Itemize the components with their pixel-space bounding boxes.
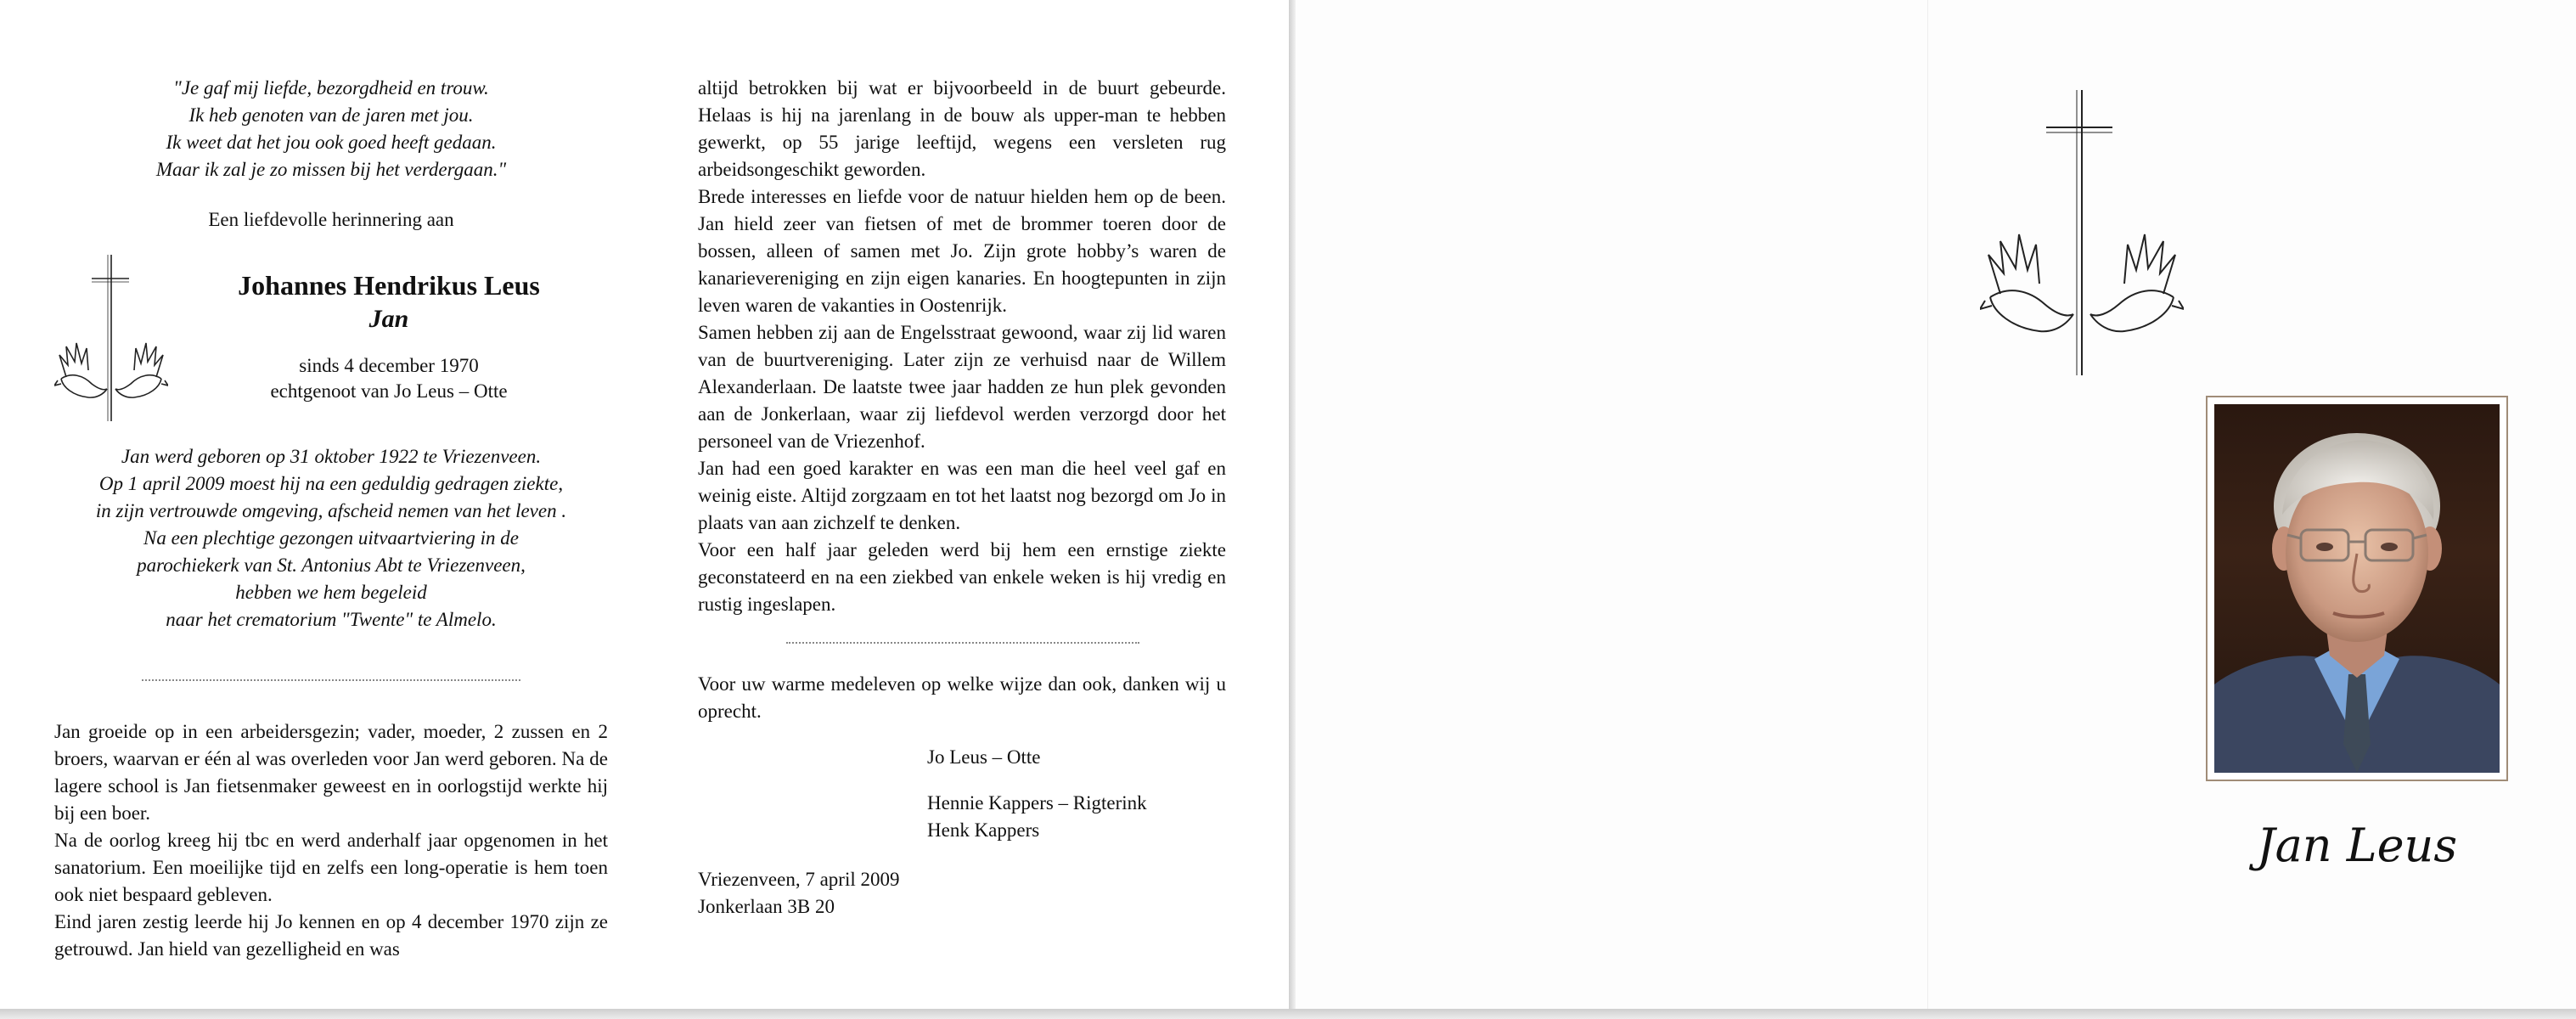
story-paragraph: Eind jaren zestig leerde hij Jo kennen en op 4 december 1970 zijn ze getrouwd. Jan hield van gezelligheid en was — [54, 911, 608, 960]
marriage-date: sinds 4 december 1970 — [299, 355, 479, 376]
portrait-illustration — [2214, 404, 2500, 773]
thanks-text: Voor uw warme medeleven op welke wijze dan ook, danken wij u oprecht. — [698, 673, 1226, 722]
bio-line: Jan werd geboren op 31 oktober 1922 te Vriezenveen. — [121, 446, 542, 467]
poem — [54, 75, 608, 183]
story-paragraph: altijd betrokken bij wat er bijvoorbeeld in de buurt gebeurde. Helaas is hij na jarenlang in de bouw als upper-man te hebben gewerkt, op 55 jarige leeftijd, wegens een versleten rug arbeidsongeschikt geworden. — [698, 77, 1226, 180]
bio-summary — [54, 443, 608, 633]
call-name: Jan — [368, 305, 409, 333]
poem-line: "Je gaf mij liefde, bezorgdheid en trouw. — [173, 77, 489, 99]
poem-line: Ik weet dat het jou ook goed heeft gedaan. — [166, 132, 497, 153]
signer: Hennie Kappers – Rigterink — [927, 792, 1147, 814]
story-paragraph: Voor een half jaar geleden werd bij hem een ernstige ziekte geconstateerd en na een ziekbed van enkele weken is hij vredig en rustig ingeslapen. — [698, 539, 1226, 615]
cross-doves-icon — [1980, 88, 2184, 377]
bio-line: naar het crematorium "Twente" te Almelo. — [166, 609, 497, 630]
name-block — [54, 246, 608, 425]
place-and-address — [698, 866, 1226, 920]
signer: Jo Leus – Otte — [927, 746, 1041, 768]
story-paragraph: Na de oorlog kreeg hij tbc en werd anderhalf jaar opgenomen in het sanatorium. Een moeilijke tijd en zelfs een long-operatie is hem toen ook niet bespaard gebleven. — [54, 830, 608, 905]
poem-line: Ik heb genoten van de jaren met jou. — [188, 104, 474, 126]
middle-column — [698, 75, 1226, 920]
place-date: Vriezenveen, 7 april 2009 — [698, 869, 900, 890]
dotted-divider — [786, 642, 1139, 644]
bio-line: Op 1 april 2009 moest hij na een geduldig gedragen ziekte, — [98, 473, 564, 494]
life-story-part1 — [54, 718, 608, 963]
poem-line: Maar ik zal je zo missen bij het verdergaan." — [155, 159, 507, 180]
bio-line: in zijn vertrouwde omgeving, afscheid nemen van het leven . — [95, 500, 567, 521]
life-story-part2 — [698, 75, 1226, 618]
full-name: Johannes Hendrikus Leus — [238, 270, 540, 301]
sheet-gap — [1289, 0, 1296, 1019]
portrait-frame — [2206, 396, 2508, 781]
portrait-caption: Jan Leus — [2256, 819, 2458, 872]
cover-fold-line — [1927, 0, 1928, 1009]
cross-doves-icon — [54, 253, 168, 423]
dotted-divider — [142, 679, 520, 681]
signer: Henk Kappers — [927, 819, 1040, 841]
story-paragraph: Samen hebben zij aan de Engelsstraat gewoond, waar zij lid waren van de buurtvereniging. Later zijn ze verhuisd naar de Willem Alexanderlaan. De laatste twee jaar hadden ze hun plek gevonden aan de Jonkerlaan, waar zij liefdevol werden verzorgd door het personeel van de Vriezenhof. — [698, 322, 1226, 452]
page-shadow — [0, 1009, 2576, 1019]
spouse-line: echtgenoot van Jo Leus – Otte — [270, 380, 508, 402]
memory-intro: Een liefdevolle herinnering aan — [208, 209, 454, 230]
bio-line: hebben we hem begeleid — [235, 582, 427, 603]
left-column — [54, 75, 608, 963]
story-paragraph: Jan groeide op in een arbeidersgezin; vader, moeder, 2 zussen en 2 broers, waarvan er één al was overleden voor Jan werd geboren. Na de lagere school is Jan fietsenmaker geweest en in oorlogstijd werkte hij bij een boer. — [54, 721, 608, 824]
signers — [927, 744, 1226, 844]
address: Jonkerlaan 3B 20 — [698, 896, 835, 917]
portrait-photo — [2214, 404, 2500, 773]
story-paragraph: Brede interesses en liefde voor de natuur hielden hem op de been. Jan hield zeer van fietsen of met de brommer toeren door de bossen, alleen of samen met Jo. Zijn grote hobby’s waren de kanarievereniging en zijn eigen kanaries. En hoogtepunten in zijn leven waren de vakanties in Oostenrijk. — [698, 186, 1226, 316]
story-paragraph: Jan had een goed karakter en was een man die heel veel gaf en weinig eiste. Altijd zorgzaam en tot het laatst nog bezorgd om Jo in plaats van aan zichzelf te denken. — [698, 458, 1226, 533]
bio-line: parochiekerk van St. Antonius Abt te Vriezenveen, — [137, 555, 526, 576]
bio-line: Na een plechtige gezongen uitvaartviering in de — [143, 527, 519, 549]
deceased-names — [170, 268, 608, 404]
